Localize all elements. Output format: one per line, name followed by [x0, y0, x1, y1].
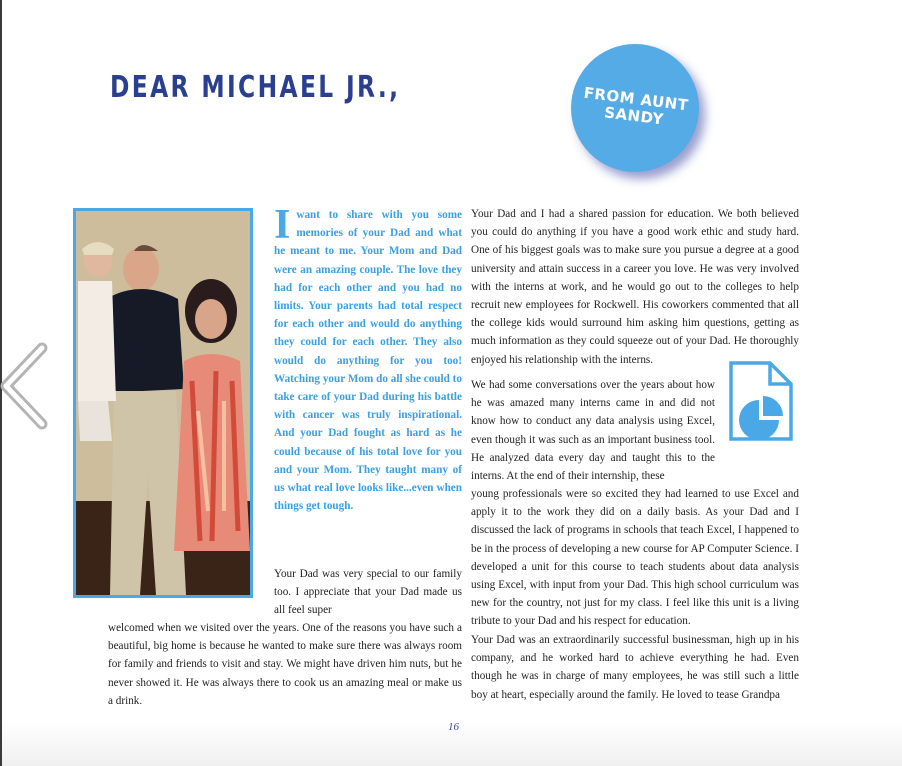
page-number: 16: [448, 721, 459, 733]
paragraph-excel-part2: young professionals were so excited they had learned to use Excel and apply it to the work they did on a daily basis. As your Dad and I discussed the lack of programs in schools that teach Excel, I happened to be in the process of developing a new course for AP Computer Science. I developed a unit for this course to teach students about data analysis using Excel, with input from your Dad. This high school curriculum was new for the country, not just for my class. I feel like this unit is a living tribute to your Dad and his respect for education.: [471, 488, 799, 628]
intro-paragraph: [274, 202, 462, 515]
author-badge: [571, 44, 699, 172]
family-photo: [73, 208, 253, 598]
page-title: DEAR MICHAEL JR.,: [110, 70, 401, 105]
previous-page-button[interactable]: [0, 340, 52, 432]
paragraph-businessman: Your Dad was an extraordinarily successful businessman, high up in his company, and he worked hard to achieve everything he had. Even though he was in charge of many employees, he was still such a little boy at heart, especially around the family. He loved to tease Grandpa: [471, 634, 799, 701]
paragraph-family-part2: welcomed when we visited over the years. One of the reasons you have such a beautiful, big home is because he wanted to make sure there was always room for family and friends to visit and stay. We might have driven him nuts, but he never showed it. He was always there to cook us an amazing meal or make us a drink.: [108, 622, 462, 707]
paragraph-excel-part1: We had some conversations over the years about how he was amazed many interns came in and did not know how to conduct any data analysis using Excel, even though it was such as an important business tool. He analyzed data every day and taught this to the interns. At the end of their internship, these: [471, 379, 715, 483]
chevron-left-icon: [0, 340, 52, 432]
intro-text: want to share with you some memories of your Dad and what he meant to me. Your Mom and Dad were an amazing couple. The love they had for each other and you had no limits. Your parents had total respect for each other and would do anything they could for each other. They also would do anything for you too! Watching your Mom do all she could to take care of your Dad during his battle with cancer was truly inspirational. And your Dad fought as hard as he could because of his total love for you and your Mom. They taught many of us what real love looks like...even when things get tough.: [274, 209, 462, 513]
paragraph-family-part1: Your Dad was very special to our family too. I appreciate that your Dad made us all feel super: [274, 568, 462, 617]
drop-cap: I: [274, 202, 291, 248]
paragraph-education: Your Dad and I had a shared passion for education. We both believed you could do anything if you have a good work ethic and study hard. One of his biggest goals was to make sure you pursue a degree at a good university and attain success in a career you love. He was very involved with the interns at work, and he would go out to the colleges to help recruit new employees for Rockwell. His coworkers commented that all the college kids would surround him asking him questions, getting as much information as they could squeeze out of your Dad. He thoroughly enjoyed his relationship with the interns.: [471, 208, 799, 366]
author-badge-text: FROM AUNT SANDY: [582, 83, 690, 129]
document-chart-icon: [728, 360, 794, 442]
